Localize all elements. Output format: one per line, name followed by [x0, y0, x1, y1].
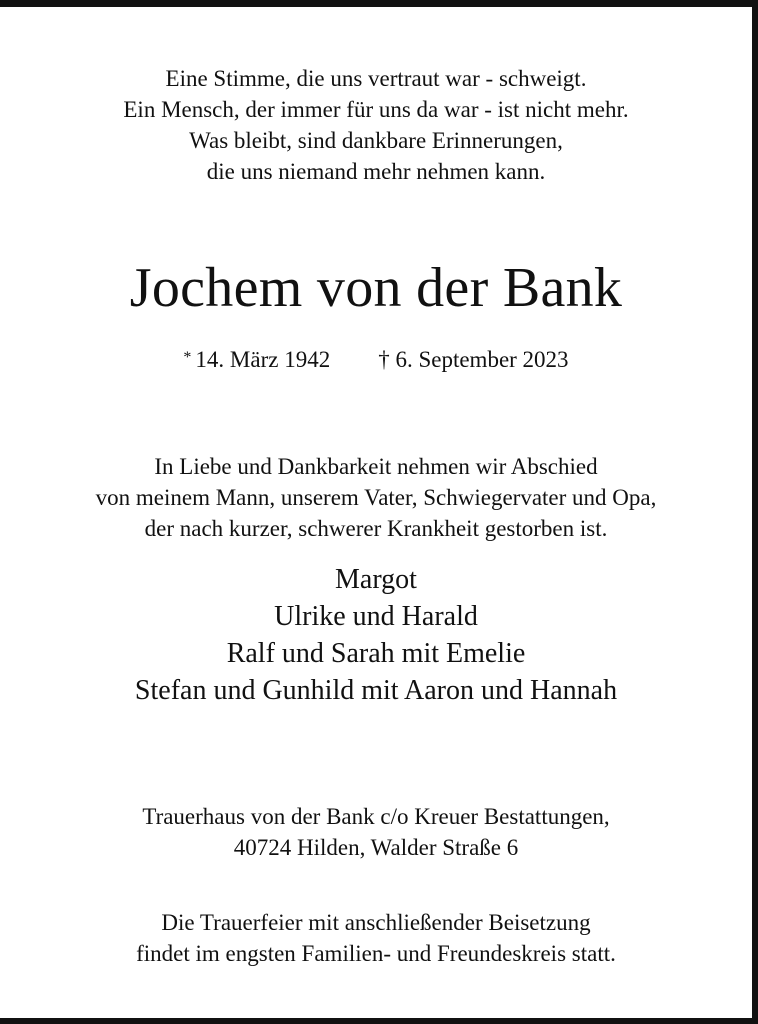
ceremony-line: findet im engsten Familien- und Freundeskreis statt. [136, 941, 616, 966]
life-dates [0, 343, 752, 375]
death-cross-icon: † [378, 347, 390, 372]
mourner-line: Ulrike und Harald [274, 601, 478, 632]
address-line: 40724 Hilden, Walder Straße 6 [233, 835, 519, 860]
mourners-list [0, 561, 752, 709]
deceased-name: Jochem von der Bank [129, 257, 623, 319]
address-line: Trauerhaus von der Bank c/o Kreuer Bestattungen, [142, 804, 610, 829]
farewell-text [0, 451, 752, 544]
farewell-line: der nach kurzer, schwerer Krankheit gestorben ist. [144, 516, 608, 541]
poem-line: die uns niemand mehr nehmen kann. [206, 159, 546, 184]
poem-line: Was bleibt, sind dankbare Erinnerungen, [189, 128, 563, 153]
ceremony-info [0, 907, 752, 969]
birth-date: 14. März 1942 [195, 347, 331, 372]
death-date: 6. September 2023 [395, 347, 569, 372]
ceremony-line: Die Trauerfeier mit anschließender Beisetzung [161, 910, 591, 935]
birth-star-icon: * [183, 349, 192, 366]
mourning-address [0, 801, 752, 863]
mourner-line: Margot [335, 564, 417, 595]
mourner-line: Stefan und Gunhild mit Aaron und Hannah [134, 675, 618, 706]
memorial-poem [0, 63, 752, 187]
mourner-line: Ralf und Sarah mit Emelie [226, 638, 526, 669]
farewell-line: von meinem Mann, unserem Vater, Schwiegervater und Opa, [95, 485, 657, 510]
poem-line: Eine Stimme, die uns vertraut war - schweigt. [165, 66, 587, 91]
farewell-line: In Liebe und Dankbarkeit nehmen wir Abschied [154, 454, 598, 479]
poem-line: Ein Mensch, der immer für uns da war - ist nicht mehr. [123, 97, 629, 122]
